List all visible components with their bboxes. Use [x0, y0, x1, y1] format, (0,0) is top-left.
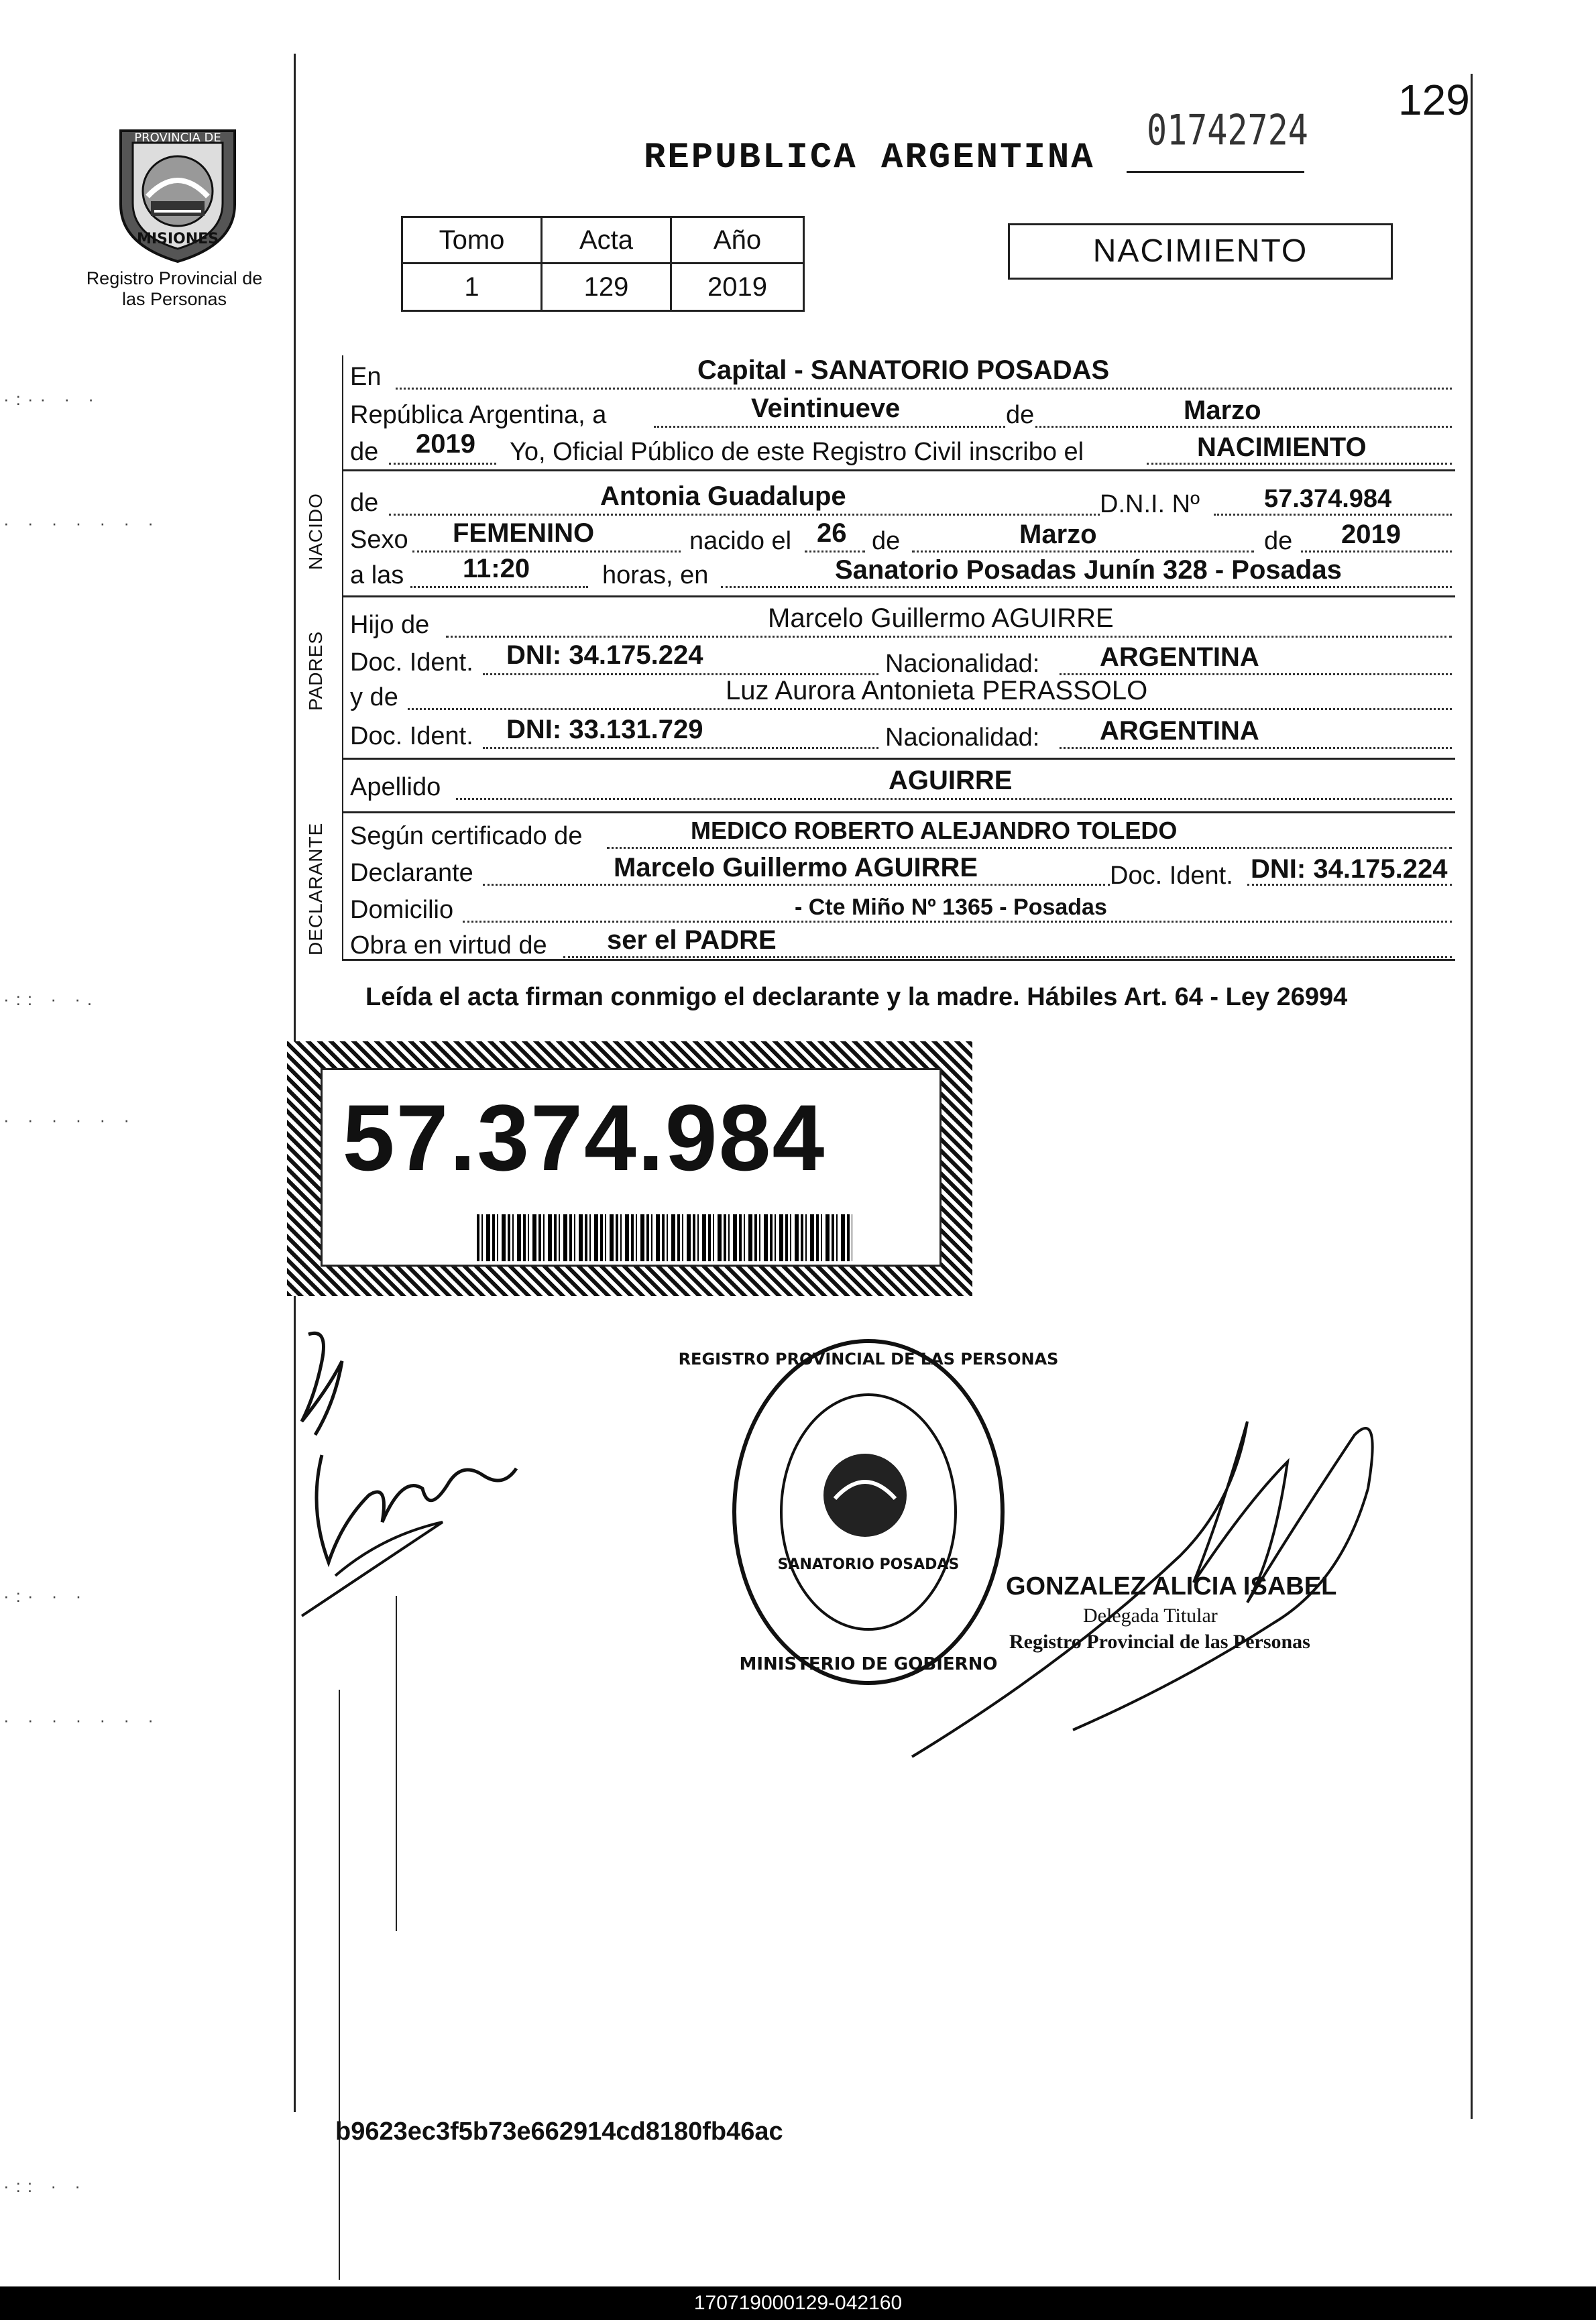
- dotted-line: [389, 463, 496, 465]
- declarante-doc: DNI: 34.175.224: [1251, 854, 1448, 884]
- registry-header-tomo: Tomo: [402, 217, 542, 264]
- republica-label: República Argentina, a: [350, 401, 607, 429]
- inner-margin-line-2: [396, 1596, 397, 1931]
- mother-nationality: ARGENTINA: [1100, 716, 1259, 746]
- mother-doc: DNI: 33.131.729: [506, 715, 703, 744]
- dotted-line: [483, 884, 1110, 886]
- registry-value-acta: 129: [542, 264, 671, 311]
- birth-year: 2019: [1341, 520, 1401, 549]
- dotted-line: [1147, 463, 1452, 465]
- stamp-inner-text: SANATORIO POSADAS: [777, 1556, 960, 1573]
- declarante-name: Marcelo Guillermo AGUIRRE: [614, 853, 978, 882]
- dotted-line: [1301, 550, 1452, 553]
- de-label: de: [350, 438, 379, 466]
- dotted-line: [1060, 673, 1452, 675]
- page-number: 129: [1398, 76, 1470, 124]
- birth-day: 26: [817, 518, 847, 548]
- separator-line: [342, 469, 1455, 471]
- dotted-line: [607, 847, 1452, 849]
- nacionalidad-label: Nacionalidad:: [885, 650, 1040, 678]
- mother-name: Luz Aurora Antonieta PERASSOLO: [726, 676, 1148, 705]
- de-label: de: [1264, 527, 1293, 555]
- dotted-line: [721, 586, 1452, 588]
- day-value: Veintinueve: [751, 394, 901, 423]
- domicilio-value: - Cte Miño Nº 1365 - Posadas: [795, 894, 1107, 920]
- separator-line: [342, 595, 1455, 597]
- section-label-nacido: NACIDO: [305, 493, 326, 570]
- document-hash: b9623ec3f5b73e662914cd8180fb46ac: [335, 2118, 783, 2146]
- stamp-bottom-text: MINISTERIO DE GOBIERNO: [739, 1654, 998, 1674]
- horas-label: horas, en: [602, 561, 709, 589]
- dotted-line: [912, 550, 1254, 553]
- oficial-text: Yo, Oficial Público de este Registro Civil inscribo el: [510, 438, 1084, 466]
- doc-ident-label: Doc. Ident.: [350, 648, 473, 677]
- domicilio-label: Domicilio: [350, 896, 454, 924]
- logo-caption: Registro Provincial de las Personas: [86, 268, 263, 309]
- child-name: Antonia Guadalupe: [600, 481, 846, 511]
- right-margin-line: [1471, 74, 1473, 2119]
- signatory-name: GONZALEZ ALICIA ISABEL: [1006, 1572, 1337, 1601]
- sexo-value: FEMENINO: [453, 518, 595, 548]
- year-value: 2019: [416, 429, 475, 459]
- signatory-role: Delegada Titular: [1083, 1605, 1218, 1627]
- logo-bottom-text: MISIONES: [136, 231, 219, 247]
- scan-mark: ·:·· · ·: [3, 389, 101, 409]
- y-de-label: y de: [350, 683, 398, 711]
- month-value: Marzo: [1184, 396, 1261, 425]
- signatory-organization: Registro Provincial de las Personas: [1009, 1631, 1310, 1653]
- id-sticker: [287, 1041, 972, 1296]
- de-label: de: [872, 527, 901, 555]
- dotted-line: [654, 426, 1452, 428]
- declarante-label: Declarante: [350, 859, 473, 887]
- dotted-line: [389, 514, 1100, 516]
- doc-ident-label: Doc. Ident.: [350, 722, 473, 750]
- scan-mark: · · · · · · ·: [3, 513, 160, 533]
- scan-mark: ·:: · ·.: [3, 989, 99, 1009]
- separator-line: [342, 811, 1455, 813]
- place-value: Capital - SANATORIO POSADAS: [697, 355, 1110, 385]
- doc-ident-label: Doc. Ident.: [1110, 862, 1233, 890]
- dotted-line: [483, 747, 878, 749]
- scan-mark: ·:· · ·: [3, 1586, 89, 1606]
- serial-underline: [1127, 171, 1304, 173]
- scan-mark: ·:: · ·: [3, 2176, 87, 2196]
- province-seal-logo: [101, 111, 255, 265]
- section-divider: [342, 355, 343, 959]
- dotted-line: [1247, 884, 1452, 886]
- reading-note: Leída el acta firman conmigo el declarante y la madre. Hábiles Art. 64 - Ley 26994: [365, 983, 1348, 1011]
- section-label-padres: PADRES: [305, 630, 326, 711]
- section-label-declarante: DECLARANTE: [305, 822, 326, 955]
- birth-place: Sanatorio Posadas Junín 328 - Posadas: [835, 555, 1342, 585]
- birth-time: 11:20: [463, 554, 530, 583]
- birth-month: Marzo: [1019, 520, 1097, 549]
- dotted-line: [410, 586, 588, 588]
- inscription-value: NACIMIENTO: [1197, 432, 1367, 462]
- dotted-line: [456, 798, 1452, 800]
- dotted-line: [1214, 514, 1452, 516]
- sticker-number: 57.374.984: [342, 1085, 826, 1190]
- scan-mark: · · · · · · ·: [3, 1710, 160, 1730]
- dotted-line: [483, 673, 878, 675]
- certificado-value: MEDICO ROBERTO ALEJANDRO TOLEDO: [691, 817, 1178, 844]
- obra-value: ser el PADRE: [607, 925, 777, 955]
- footer-code: 170719000129-042160: [693, 2292, 903, 2314]
- a-las-label: a las: [350, 561, 404, 589]
- sexo-label: Sexo: [350, 526, 408, 554]
- nacionalidad-label: Nacionalidad:: [885, 723, 1040, 752]
- dni-label: D.N.I. Nº: [1100, 490, 1200, 518]
- apellido-label: Apellido: [350, 773, 441, 801]
- father-nationality: ARGENTINA: [1100, 642, 1259, 672]
- serial-number: 01742724: [1147, 105, 1308, 155]
- obra-label: Obra en virtud de: [350, 931, 547, 960]
- document-title: REPUBLICA ARGENTINA: [644, 137, 1095, 178]
- father-doc: DNI: 34.175.224: [506, 640, 703, 670]
- barcode: [477, 1214, 852, 1261]
- apellido-value: AGUIRRE: [889, 766, 1013, 795]
- registry-header-ano: Año: [671, 217, 804, 264]
- dotted-line: [412, 550, 681, 553]
- nacido-label: nacido el: [689, 527, 792, 555]
- registry-value-tomo: 1: [402, 264, 542, 311]
- signature-left: [282, 1321, 536, 1636]
- inner-margin-line: [339, 1690, 340, 2280]
- separator-line: [342, 758, 1455, 760]
- dotted-line: [563, 956, 1452, 958]
- de-label: de: [1006, 401, 1035, 429]
- registry-value-ano: 2019: [671, 264, 804, 311]
- scan-mark: · · · · · ·: [3, 1110, 137, 1130]
- child-dni: 57.374.984: [1264, 485, 1392, 513]
- sticker-panel: [321, 1068, 942, 1267]
- stamp-outer-text: REGISTRO PROVINCIAL DE LAS PERSONAS: [678, 1350, 1059, 1369]
- registry-table: [401, 216, 805, 312]
- dotted-line: [805, 550, 865, 553]
- dotted-line: [396, 388, 1452, 390]
- en-label: En: [350, 363, 382, 391]
- dotted-line: [408, 708, 1452, 710]
- hijo-label: Hijo de: [350, 611, 430, 639]
- certificado-label: Según certificado de: [350, 822, 583, 850]
- de-label: de: [350, 489, 379, 517]
- logo-top-text: PROVINCIA DE: [134, 131, 221, 145]
- father-name: Marcelo Guillermo AGUIRRE: [768, 603, 1114, 633]
- registry-header-acta: Acta: [542, 217, 671, 264]
- dotted-line: [446, 636, 1452, 638]
- document-type-box: NACIMIENTO: [1008, 223, 1393, 280]
- dotted-line: [1060, 747, 1452, 749]
